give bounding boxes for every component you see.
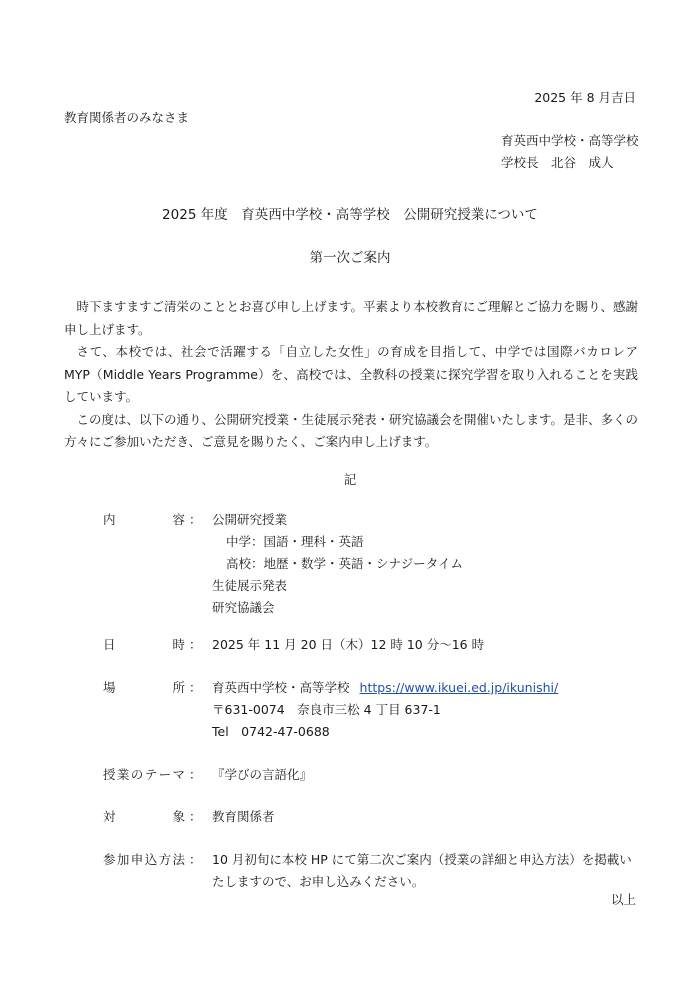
sender-block: [501, 130, 639, 174]
detail-label: 授業のテーマ: [103, 767, 185, 782]
detail-colon: ：: [189, 767, 202, 782]
document-title: 2025 年度 育英西中学校・高等学校 公開研究授業について: [162, 207, 538, 223]
detail-value: [212, 509, 463, 619]
detail-label: 参加申込方法: [103, 852, 185, 867]
place-tel: Tel 0742-47-0688: [212, 724, 330, 739]
detail-label: 対象: [103, 809, 185, 824]
detail-label: 内容: [103, 512, 185, 527]
detail-value: 教育関係者: [212, 809, 275, 824]
sender-school: 育英西中学校・高等学校: [501, 133, 639, 148]
body-paragraph: 時下ますますご清栄のこととお喜び申し上げます。平素より本校教育にご理解とご協力を賜り、感謝申し上げます。: [64, 299, 639, 337]
detail-value: 2025 年 11 月 20 日（木）12 時 10 分～16 時: [212, 637, 485, 652]
detail-value: 『学びの言語化』: [212, 767, 313, 782]
closing-mark: 以上: [610, 892, 636, 907]
body-text: [64, 296, 638, 454]
content-item: 生徒展示発表: [212, 578, 288, 593]
body-paragraph: この度は、以下の通り、公開研究授業・生徒展示発表・研究協議会を開催いたします。是非、多くの方々にご参加いただき、ご意見を賜りたく、ご案内申し上げます。: [64, 411, 639, 449]
detail-colon: ：: [189, 852, 202, 867]
school-website-link[interactable]: https://www.ikuei.ed.jp/ikunishi/: [359, 680, 559, 695]
detail-colon: ：: [189, 512, 202, 527]
content-item: 研究協議会: [212, 600, 275, 615]
detail-colon: ：: [189, 680, 202, 695]
document-subtitle: 第一次ご案内: [309, 250, 391, 266]
content-item: 公開研究授業: [212, 512, 288, 527]
detail-value: [212, 677, 558, 743]
place-name: 育英西中学校・高等学校: [212, 680, 350, 695]
detail-value: 10 月初旬に本校 HP にて第二次ご案内（授業の詳細と申込方法）を掲載いたしますので、お申し込みください。: [212, 852, 632, 889]
body-paragraph: さて、本校では、社会で活躍する「自立した女性」の育成を目指して、中学では国際バカロレア MYP（Middle Years Programme）を、高校では、全教科の授業に探究学習を取り入れることを実践しています。: [64, 344, 638, 404]
detail-label: 日時: [103, 637, 185, 652]
content-item: 中学：国語・理科・英語: [226, 534, 364, 549]
place-address: 〒631-0074 奈良市三松 4 丁目 637-1: [212, 702, 441, 717]
ki-heading: 記: [343, 472, 357, 487]
detail-colon: ：: [189, 809, 202, 824]
content-item: 高校：地歴・数学・英語・シナジータイム: [226, 556, 464, 571]
detail-label: 場所: [103, 680, 185, 695]
document-date: 2025 年 8 月吉日: [534, 90, 636, 105]
detail-colon: ：: [189, 637, 202, 652]
sender-principal: 学校長 北谷 成人: [501, 155, 614, 170]
addressee: 教育関係者のみなさま: [64, 110, 190, 125]
